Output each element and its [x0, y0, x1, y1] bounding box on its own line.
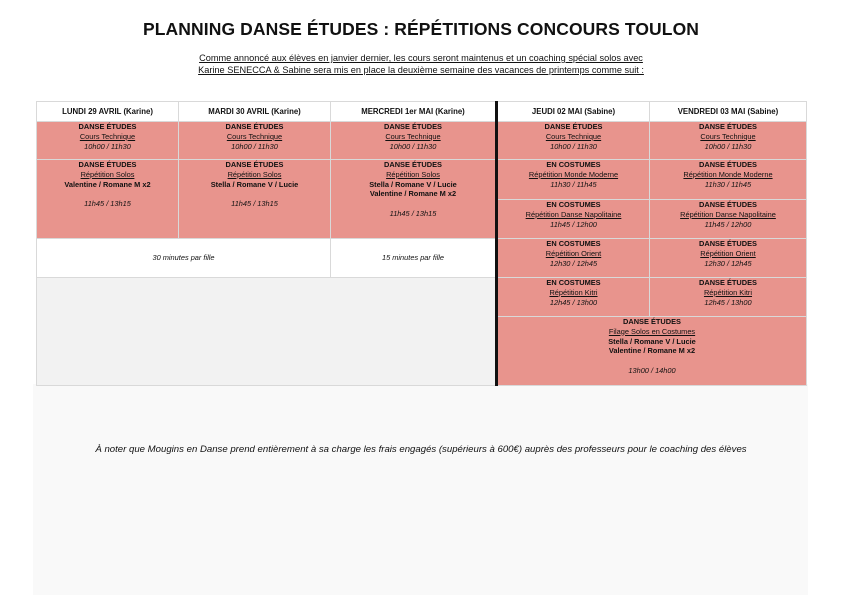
intro-line-1: Comme annoncé aux élèves en janvier dernier, les cours seront maintenus et un coaching spécial solos avec: [199, 53, 643, 63]
slot-lundi-2: DANSE ÉTUDES Répétition Solos Valentine / Romane M x2 11h45 / 13h15: [37, 160, 179, 239]
slot-vendredi-5: DANSE ÉTUDES Répétition Kitri 12h45 / 13h00: [650, 278, 807, 317]
slot-final-filage: DANSE ÉTUDES Filage Solos en Costumes Stella / Romane V / Lucie Valentine / Romane M x2 13h00 / 14h00: [497, 317, 807, 386]
day-header-mercredi: MERCREDI 1er MAI (Karine): [331, 102, 497, 122]
slot-mercredi-2: DANSE ÉTUDES Répétition Solos Stella / Romane V / Lucie Valentine / Romane M x2 11h45 / 13h15: [331, 160, 497, 239]
slot-lundi-1: DANSE ÉTUDES Cours Technique 10h00 / 11h30: [37, 122, 179, 160]
slot-vendredi-4: DANSE ÉTUDES Répétition Orient 12h30 / 12h45: [650, 239, 807, 278]
slot-jeudi-3: EN COSTUMES Répétition Danse Napolitaine 11h45 / 12h00: [497, 200, 650, 239]
slot-mardi-2: DANSE ÉTUDES Répétition Solos Stella / Romane V / Lucie 11h45 / 13h15: [179, 160, 331, 239]
note-lundi-mardi: 30 minutes par fille: [37, 239, 331, 278]
slot-jeudi-5: EN COSTUMES Répétition Kitri 12h45 / 13h00: [497, 278, 650, 317]
intro-text: [0, 53, 842, 76]
empty-cell: [37, 278, 497, 386]
page-title: PLANNING DANSE ÉTUDES : RÉPÉTITIONS CONCOURS TOULON: [142, 19, 700, 39]
slot-mercredi-1: DANSE ÉTUDES Cours Technique 10h00 / 11h30: [331, 122, 497, 160]
footer-note: À noter que Mougins en Danse prend entièrement à sa charge les frais engagés (supérieurs à 600€) auprès des professeurs pour le coaching des élèves: [95, 444, 747, 455]
slot-vendredi-3: DANSE ÉTUDES Répétition Danse Napolitaine 11h45 / 12h00: [650, 200, 807, 239]
slot-jeudi-1: DANSE ÉTUDES Cours Technique 10h00 / 11h30: [497, 122, 650, 160]
day-header-lundi: LUNDI 29 AVRIL (Karine): [37, 102, 179, 122]
slot-vendredi-2: DANSE ÉTUDES Répétition Monde Moderne 11h30 / 11h45: [650, 160, 807, 200]
slot-jeudi-2: EN COSTUMES Répétition Monde Moderne 11h30 / 11h45: [497, 160, 650, 200]
slot-vendredi-1: DANSE ÉTUDES Cours Technique 10h00 / 11h30: [650, 122, 807, 160]
day-header-jeudi: JEUDI 02 MAI (Sabine): [497, 102, 650, 122]
slot-mardi-1: DANSE ÉTUDES Cours Technique 10h00 / 11h30: [179, 122, 331, 160]
lower-background: [33, 384, 808, 595]
schedule-table: [36, 101, 807, 386]
day-header-vendredi: VENDREDI 03 MAI (Sabine): [650, 102, 807, 122]
intro-line-2: Karine SENECCA & Sabine sera mis en place la deuxième semaine des vacances de printemps comme suit :: [198, 64, 644, 75]
day-header-mardi: MARDI 30 AVRIL (Karine): [179, 102, 331, 122]
note-mercredi: 15 minutes par fille: [331, 239, 497, 278]
slot-jeudi-4: EN COSTUMES Répétition Orient 12h30 / 12h45: [497, 239, 650, 278]
